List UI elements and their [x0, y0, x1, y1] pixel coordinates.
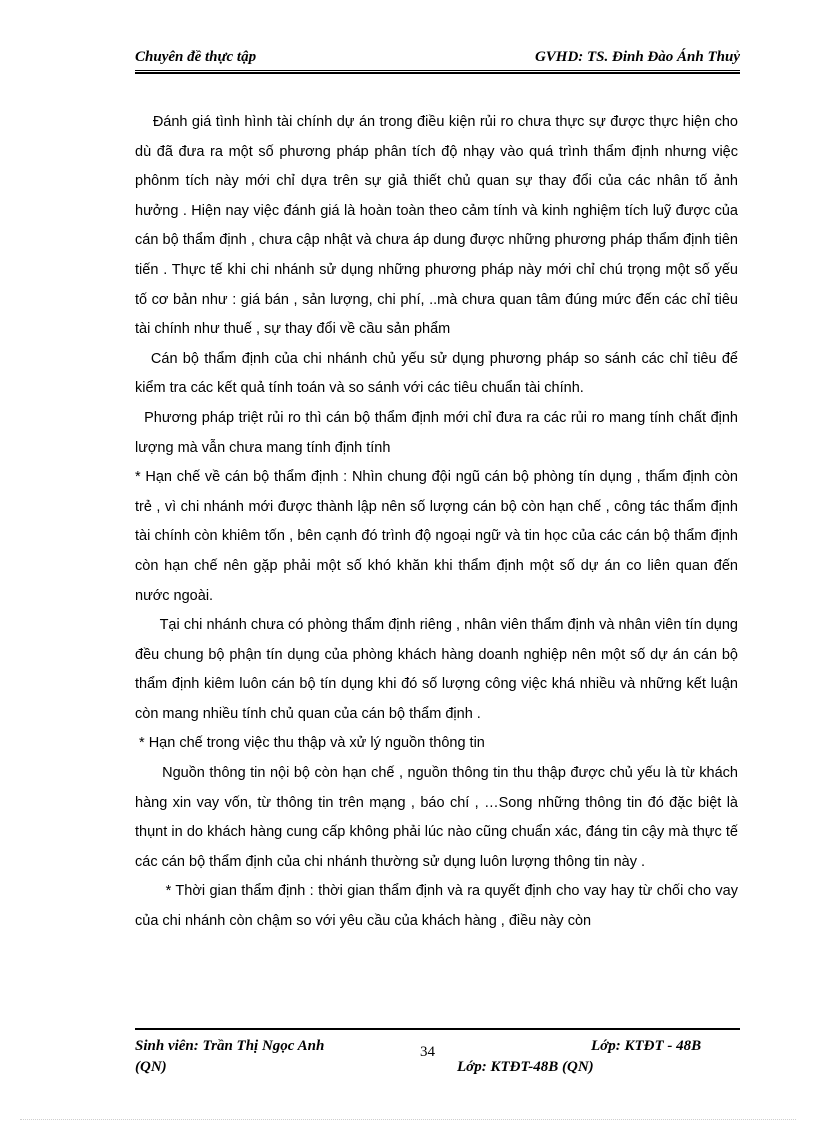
- document-body: [135, 108, 743, 937]
- header-document-type: Chuyên đề thực tập: [135, 49, 257, 65]
- page-footer: [135, 1028, 740, 1080]
- page-header: [135, 48, 740, 71]
- footer-class-bottom: Lớp: KTĐT-48B (QN): [457, 1059, 594, 1075]
- paragraph: * Hạn chế trong việc thu thập và xử lý nguồn thông tin: [135, 735, 485, 752]
- footer-student-name: Sinh viên: Trần Thị Ngọc Anh: [135, 1038, 325, 1054]
- paragraph: Tại chi nhánh chưa có phòng thẩm định riêng , nhân viên thẩm định và nhân viên tín dụng đều chung bộ phận tín dụng của phòng khách hàng doanh nghiệp nên một số dự án cán bộ thẩm định kiêm luôn cán bộ tín dụng khi đó số lượng công việc khá nhiều và những kết luận còn mang nhiều tính chủ quan của cán bộ thẩm định .: [135, 617, 743, 722]
- page-number: 34: [420, 1044, 435, 1060]
- paragraph: * Hạn chế về cán bộ thẩm định : Nhìn chung đội ngũ cán bộ phòng tín dụng , thẩm định còn trẻ , vì chi nhánh mới được thành lập nên số lượng cán bộ còn hạn chế , công tác thẩm định tài chính còn khiêm tốn , bên cạnh đó trình độ ngoại ngữ và tin học của các cán bộ thẩm định còn hạn chế nên gặp phải một số khó khăn khi thẩm định một số dự án co liên quan đến nước ngoài.: [135, 469, 743, 604]
- header-supervisor: GVHD: TS. Đinh Đào Ánh Thuỷ: [534, 49, 740, 65]
- paragraph: Phương pháp triệt rủi ro thì cán bộ thẩm định mới chỉ đưa ra các rủi ro mang tính chất định lượng mà vẫn chưa mang tính định tính: [135, 409, 743, 456]
- paragraph: Đánh giá tình hình tài chính dự án trong điều kiện rủi ro chưa thực sự được thực hiện cho dù đã đưa ra một số phương pháp phân tích độ nhạy vào quá trình thẩm định nhưng việc phônm tích này mới chỉ dựa trên sự giả thiết chủ quan sự thay đổi của các nhân tố ảnh hưởng . Hiện nay việc đánh giá là hoàn toàn theo cảm tính và kinh nghiệm tích luỹ được của cán bộ thẩm định , chưa cập nhật và chưa áp dung được những phương pháp thẩm định tiên tiến . Thực tế khi chi nhánh sử dụng những phương pháp này mới chỉ chú trọng một số yếu tố cơ bản như : giá bán , sản lượng, chi phí, ..mà chưa quan tâm đúng mức đến các chỉ tiêu tài chính như thuế , sự thay đổi về cầu sản phẩm: [135, 114, 743, 338]
- paragraph: Cán bộ thẩm định của chi nhánh chủ yếu sử dụng phương pháp so sánh các chỉ tiêu để kiểm tra các kết quả tính toán và so sánh với các tiêu chuẩn tài chính.: [135, 350, 743, 397]
- paragraph: * Thời gian thẩm định : thời gian thẩm định và ra quyết định cho vay hay từ chối cho vay của chi nhánh còn chậm so với yêu cầu của khách hàng , điều này còn: [135, 883, 743, 930]
- footer-campus: (QN): [135, 1059, 167, 1075]
- paragraph: Nguồn thông tin nội bộ còn hạn chế , nguồn thông tin thu thập được chủ yếu là từ khách hàng xin vay vốn, từ thông tin trên mạng , báo chí , …Song những thông tin đó đặc biệt là thụnt in do khách hàng cung cấp không phải lúc nào cũng chuẩn xác, đáng tin cậy mà thực tế các cán bộ thẩm định của chi nhánh thường sử dụng luôn lượng thông tin này .: [135, 765, 743, 870]
- page-edge-divider: [20, 1119, 796, 1120]
- footer-class-top: Lớp: KTĐT - 48B: [591, 1038, 702, 1054]
